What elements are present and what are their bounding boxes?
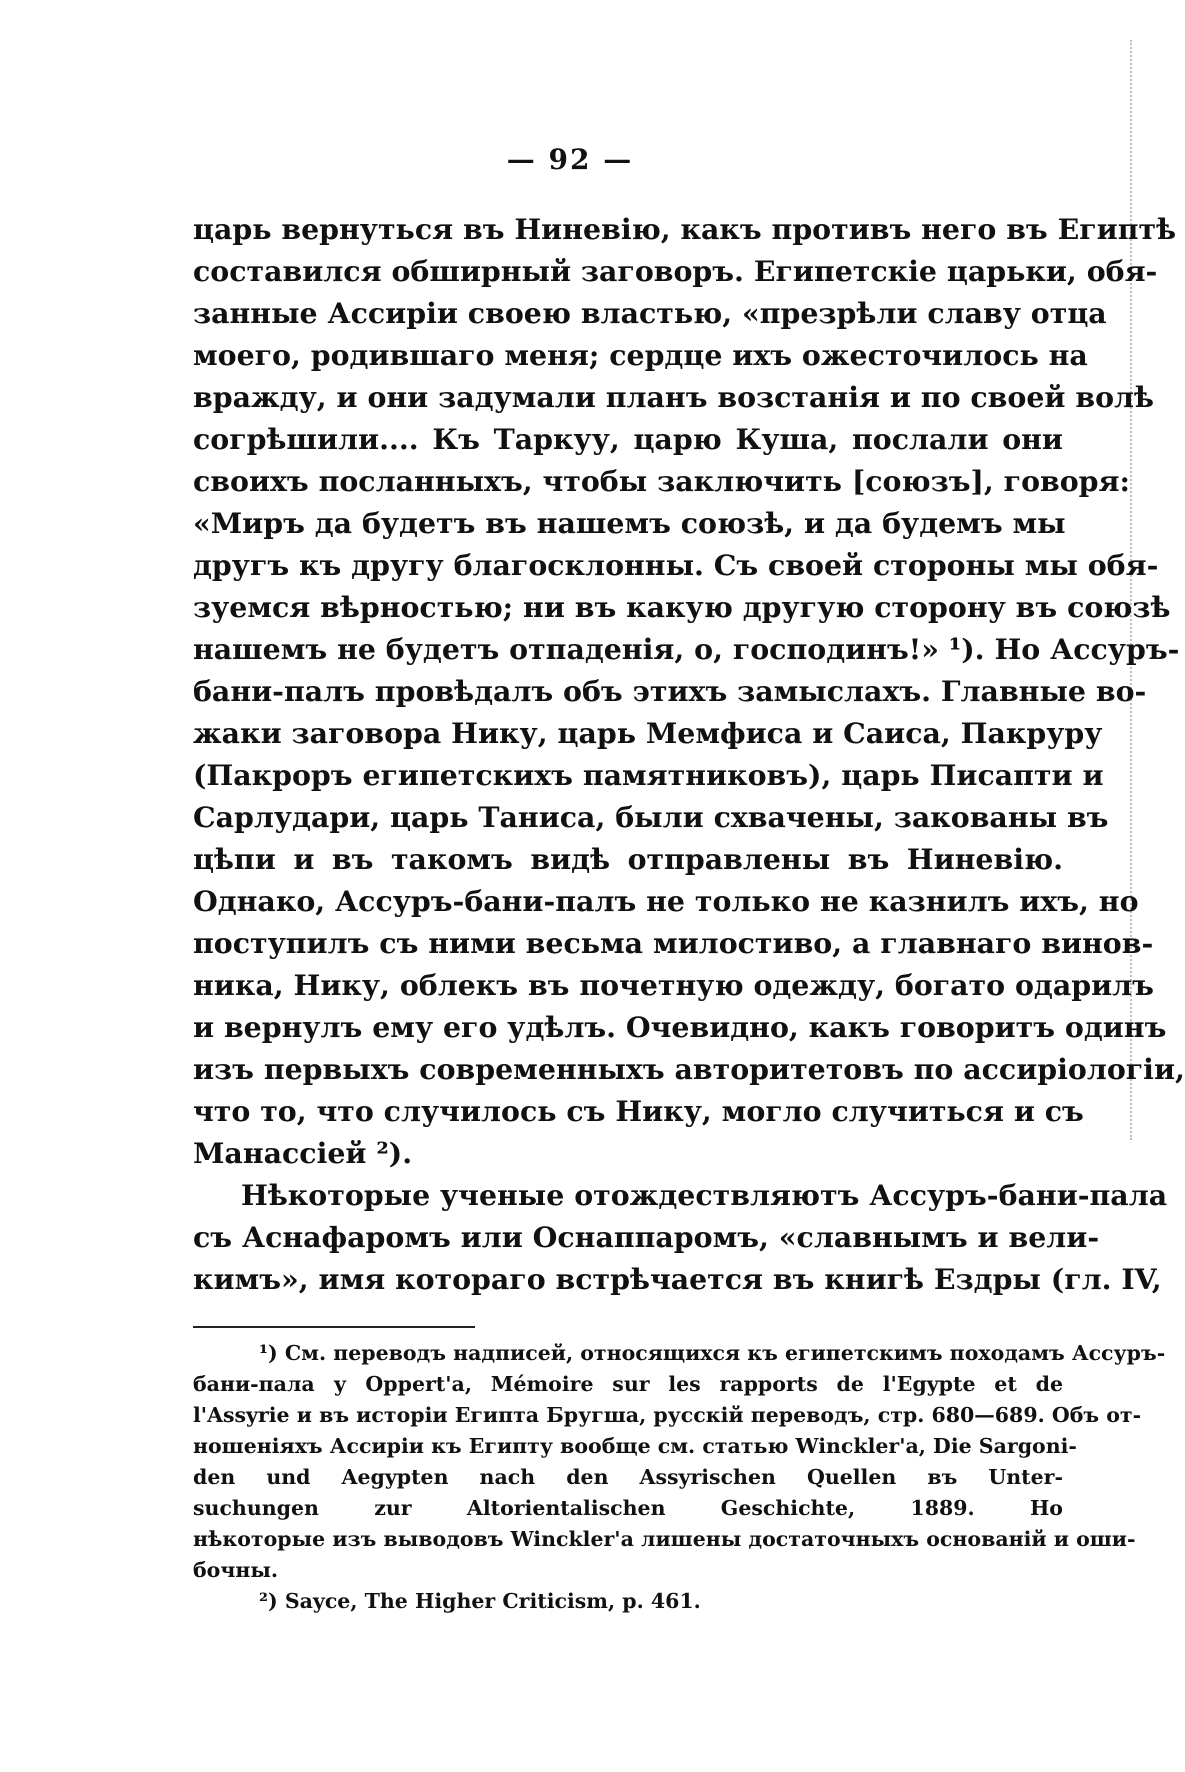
text-line: (Пакроръ египетскихъ памятниковъ), царь Писапти и (193, 758, 1104, 792)
text-line: бани-палъ провѣдалъ объ этихъ замыслахъ. Главные во- (193, 674, 1147, 708)
footnote-line: бани-пала у Oppert'а, Mémoire sur les rapports de l'Egypte et de (193, 1372, 1063, 1396)
footnote-line: ношеніяхъ Ассиріи къ Египту вообще см. статью Winckler'а, Die Sargoni- (193, 1434, 1077, 1458)
text-line: цѣпи и въ такомъ видѣ отправлены въ Ниневію. (193, 842, 1063, 876)
text-line: моего, родившаго меня; сердце ихъ ожесточилось на (193, 338, 1088, 372)
text-line: другъ къ другу благосклонны. Съ своей стороны мы обя- (193, 548, 1159, 582)
body-text (193, 208, 1185, 1300)
footnotes (193, 1338, 1166, 1617)
text-line: ника, Нику, облекъ въ почетную одежду, богато одарилъ (193, 968, 1154, 1002)
text-line: составился обширный заговоръ. Египетскіе царьки, обя- (193, 254, 1158, 288)
footnote-line: l'Assyrie и въ исторіи Египта Бругша, русскій переводъ, стр. 680—689. Объ от- (193, 1403, 1142, 1427)
text-line: вражду, и они задумали планъ возстанія и по своей волѣ (193, 380, 1154, 414)
text-line: царь вернуться въ Ниневію, какъ противъ него въ Египтѣ (193, 212, 1177, 246)
text-line: поступилъ съ ними весьма милостиво, а главнаго винов- (193, 926, 1154, 960)
text-line: своихъ посланныхъ, чтобы заключить [союзъ], говоря: (193, 464, 1130, 498)
footnote-line: ²) Sayce, The Higher Criticism, p. 461. (259, 1589, 701, 1613)
footnote-line: нѣкоторые изъ выводовъ Winckler'а лишены достаточныхъ основаній и оши- (193, 1527, 1136, 1551)
text-line: кимъ», имя котораго встрѣчается въ книгѣ Ездры (гл. IV, (193, 1262, 1162, 1296)
footnote-line: den und Aegypten nach den Assyrischen Quellen въ Unter- (193, 1465, 1063, 1489)
text-line: жаки заговора Нику, царь Мемфиса и Саиса, Пакруру (193, 716, 1103, 750)
text-line: согрѣшили.... Къ Таркуу, царю Куша, послали они (193, 422, 1063, 456)
text-line-paragraph-start: Нѣкоторые ученые отождествляютъ Ассуръ-бани-пала (241, 1178, 1168, 1212)
footnote-line: suchungen zur Altorientalischen Geschichte, 1889. Но (193, 1496, 1063, 1520)
text-line: зуемся вѣрностью; ни въ какую другую сторону въ союзѣ (193, 590, 1171, 624)
text-line: Однако, Ассуръ-бани-палъ не только не казнилъ ихъ, но (193, 884, 1139, 918)
text-line: Манассіей ²). (193, 1136, 413, 1170)
text-line: «Миръ да будетъ въ нашемъ союзѣ, и да будемъ мы (193, 506, 1066, 540)
text-line: занные Ассиріи своею властью, «презрѣли славу отца (193, 296, 1107, 330)
text-line: изъ первыхъ современныхъ авторитетовъ по ассиріологіи, (193, 1052, 1185, 1086)
footnote-line: бочны. (193, 1558, 279, 1582)
footnote-line: ¹) См. переводъ надписей, относящихся къ египетскимъ походамъ Ассуръ- (259, 1341, 1166, 1365)
text-line: что то, что случилось съ Нику, могло случиться и съ (193, 1094, 1084, 1128)
text-line: и вернулъ ему его удѣлъ. Очевидно, какъ говоритъ одинъ (193, 1010, 1167, 1044)
page-number: — 92 — (506, 143, 634, 176)
text-line: съ Аснафаромъ или Оснаппаромъ, «славнымъ и вели- (193, 1220, 1100, 1254)
text-line: Сарлудари, царь Таниса, были схвачены, закованы въ (193, 800, 1109, 834)
text-line: нашемъ не будетъ отпаденія, о, господинъ!» ¹). Но Ассуръ- (193, 632, 1180, 666)
footnote-divider (193, 1326, 475, 1328)
